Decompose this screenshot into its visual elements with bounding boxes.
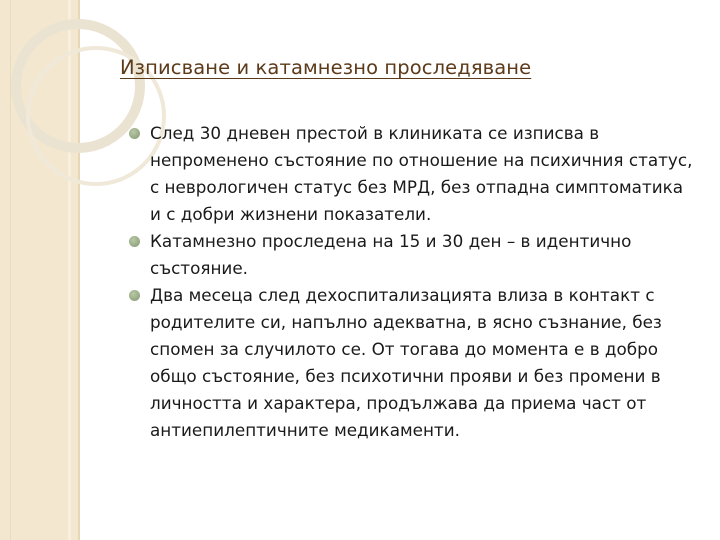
bullet-text: След 30 дневен престой в клиниката се изписва в непроменено състояние по отношение на психичния статус, с неврологичен статус без МРД, без отпадна симптоматика и с добри жизнени показатели. <box>150 123 693 224</box>
bullet-text: Катамнезно проследена на 15 и 30 ден – в идентично състояние. <box>150 231 632 278</box>
side-panel-inner-line <box>10 0 11 540</box>
bullet-dot-icon <box>129 128 140 139</box>
bullet-dot-icon <box>129 290 140 301</box>
side-panel-accent-stripe <box>68 0 71 540</box>
side-decor-panel <box>0 0 80 540</box>
bullet-item <box>129 120 699 228</box>
bullet-item <box>129 282 699 444</box>
slide-title: Изписване и катамнезно проследяване <box>120 56 532 79</box>
bullet-dot-icon <box>129 236 140 247</box>
bullet-list <box>129 120 699 444</box>
bullet-item <box>129 228 699 282</box>
bullet-text: Два месеца след дехоспитализацията влиза в контакт с родителите си, напълно адекватна, в ясно съзнание, без спомен за случилото се. От тогава до момента е в добро общо състояние, без психотични прояви и без промени в личността и характера, продължава да приема част от антиепилептичните медикаменти. <box>150 285 662 440</box>
